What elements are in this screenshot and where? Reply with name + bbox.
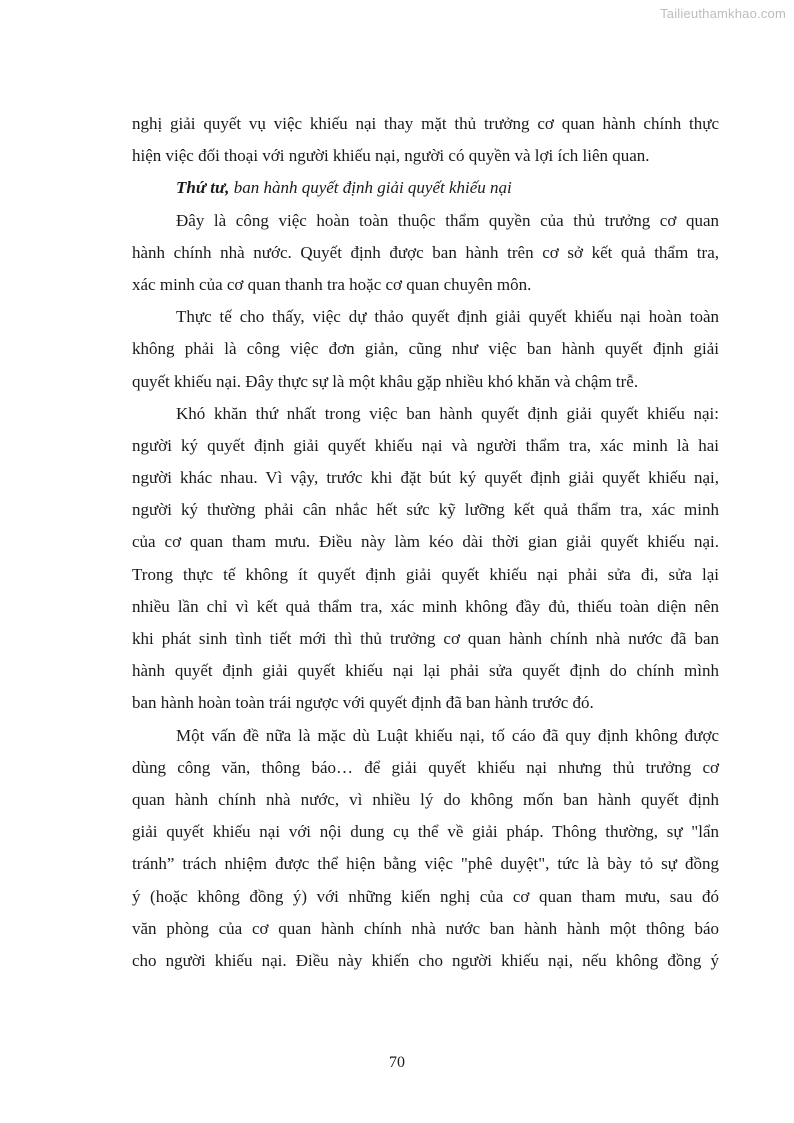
- text-line: Khó khăn thứ nhất trong việc ban hành quyết định giải quyết khiếu nại:: [176, 403, 719, 423]
- intro-paragraph: [132, 108, 719, 172]
- text-line: nhiều lần chỉ vì kết quả thẩm tra, xác minh không đầy đủ, thiếu toàn diện nên: [132, 596, 719, 616]
- text-line: văn phòng của cơ quan hành chính nhà nước ban hành hành một thông báo: [132, 918, 719, 938]
- text-line: không phải là công việc đơn giản, cũng như việc ban hành quyết định giải: [132, 339, 719, 359]
- document-body: [132, 108, 719, 977]
- text-line: của cơ quan tham mưu. Điều này làm kéo dài thời gian giải quyết khiếu nại.: [132, 532, 719, 552]
- heading-italic-part: ban hành quyết định giải quyết khiếu nại: [229, 178, 512, 198]
- text-line: dùng công văn, thông báo… để giải quyết khiếu nại nhưng thủ trưởng cơ: [132, 757, 719, 777]
- text-line: nghị giải quyết vụ việc khiếu nại thay mặt thủ trưởng cơ quan hành chính thực: [132, 114, 719, 133]
- section-heading: [132, 172, 719, 204]
- text-line: tránh” trách nhiệm được thể hiện bằng việc "phê duyệt", tức là bày tỏ sự đồng: [132, 854, 719, 874]
- text-line: người ký thường phải cân nhắc hết sức kỹ lưỡng kết quả thẩm tra, xác minh: [132, 500, 719, 520]
- watermark-text: Tailieuthamkhao.com: [660, 6, 786, 21]
- text-line: Một vấn đề nữa là mặc dù Luật khiếu nại, tố cáo đã quy định không được: [176, 725, 719, 745]
- text-line: ý (hoặc không đồng ý) với những kiến nghị của cơ quan tham mưu, sau đó: [132, 886, 719, 906]
- page-number: 70: [389, 1054, 405, 1071]
- text-line: ban hành hoàn toàn trái ngược với quyết định đã ban hành trước đó.: [132, 693, 594, 713]
- text-line: người khác nhau. Vì vậy, trước khi đặt bút ký quyết định giải quyết khiếu nại,: [132, 468, 719, 488]
- text-line: hiện việc đối thoại với người khiếu nại, người có quyền và lợi ích liên quan.: [132, 146, 650, 166]
- text-line: khi phát sinh tình tiết mới thì thủ trưởng cơ quan hành chính nhà nước đã ban: [132, 629, 719, 648]
- text-line: xác minh của cơ quan thanh tra hoặc cơ quan chuyên môn.: [132, 274, 532, 294]
- text-line: Thực tế cho thấy, việc dự thảo quyết định giải quyết khiếu nại hoàn toàn: [176, 307, 719, 327]
- text-line: quan hành chính nhà nước, vì nhiều lý do không mốn ban hành quyết định: [132, 789, 719, 809]
- text-line: cho người khiếu nại. Điều này khiến cho người khiếu nại, nếu không đồng ý: [132, 950, 719, 970]
- text-line: Trong thực tế không ít quyết định giải quyết khiếu nại phải sửa đi, sửa lại: [132, 564, 719, 584]
- text-line: người ký quyết định giải quyết khiếu nại và người thẩm tra, xác minh là hai: [132, 435, 719, 455]
- text-line: Đây là công việc hoàn toàn thuộc thẩm quyền của thủ trưởng cơ quan: [176, 210, 719, 230]
- text-line: hành quyết định giải quyết khiếu nại lại phải sửa quyết định do chính mình: [132, 661, 719, 681]
- text-line: giải quyết khiếu nại với nội dung cụ thể về giải pháp. Thông thường, sự "lẩn: [132, 822, 719, 842]
- text-line: hành chính nhà nước. Quyết định được ban hành trên cơ sở kết quả thẩm tra,: [132, 242, 719, 262]
- text-line: quyết khiếu nại. Đây thực sự là một khâu gặp nhiều khó khăn và chậm trễ.: [132, 371, 639, 391]
- body-paragraphs: [132, 205, 719, 978]
- heading-bold-part: Thứ tư,: [176, 178, 230, 198]
